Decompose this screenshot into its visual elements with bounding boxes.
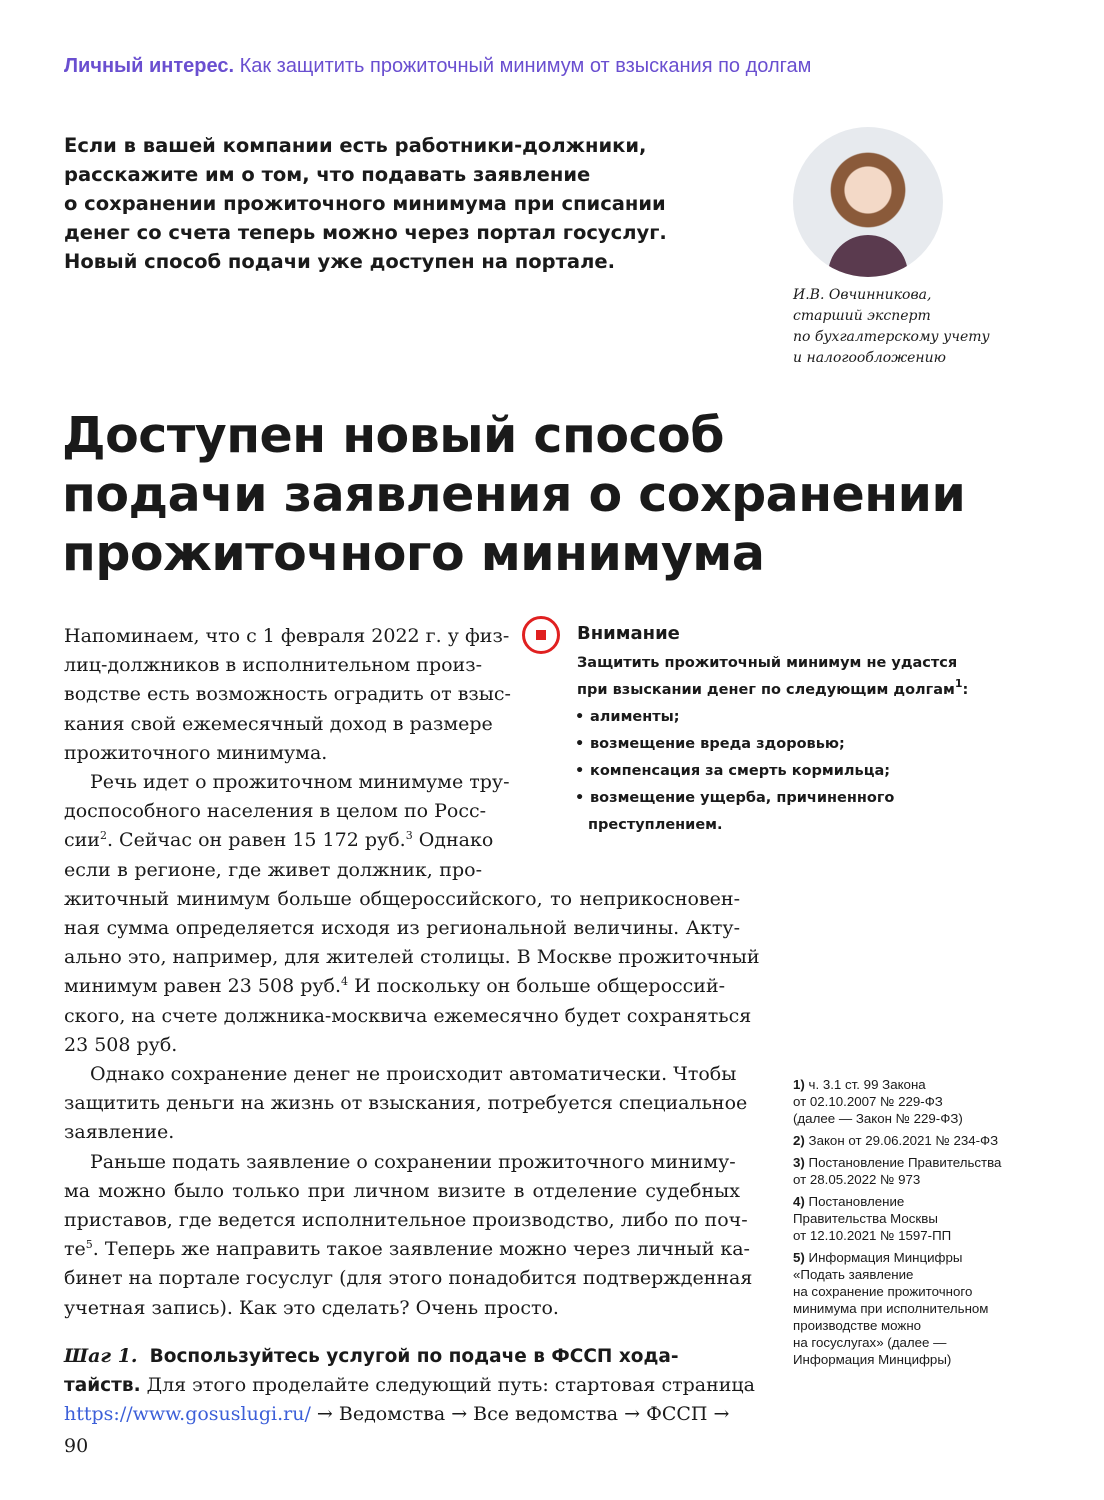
- body-line: [64, 1371, 755, 1400]
- author-caption-line: И.В. Овчинникова,: [793, 287, 932, 303]
- lead-line: расскажите им о том, что подавать заявление: [64, 163, 591, 186]
- body-text: Однако: [412, 829, 494, 852]
- article-body: [64, 622, 760, 1429]
- page-number: 90: [64, 1435, 89, 1457]
- body-text: → Ведомства → Все ведомства → ФССП →: [310, 1403, 730, 1426]
- step-heading: тайств.: [64, 1375, 141, 1397]
- body-line: прожиточного минимума.: [64, 741, 328, 764]
- lead-line: денег со счета теперь можно через портал госуслуг.: [64, 221, 667, 244]
- article-title: [62, 406, 965, 583]
- lead-line: Если в вашей компании есть работники-должники,: [64, 134, 647, 157]
- title-line: прожиточного минимума: [62, 525, 765, 582]
- note-intro-punct: :: [962, 682, 969, 698]
- body-text: сии: [64, 829, 100, 852]
- body-line: ально это, например, для жителей столицы. В Москве прожиточный: [64, 946, 760, 969]
- footnote-number: 3): [793, 1155, 805, 1170]
- body-line: житочный минимум больше общероссийского, то неприкосновен-: [64, 887, 740, 910]
- lead-line: Новый способ подачи уже доступен на портале.: [64, 250, 615, 273]
- author-caption-line: по бухгалтерскому учету: [793, 329, 990, 345]
- note-list-item-continuation: преступлением.: [588, 817, 723, 833]
- footnote-number: 4): [793, 1194, 805, 1209]
- body-line: 23 508 руб.: [64, 1033, 178, 1056]
- body-text: те: [64, 1238, 86, 1261]
- body-line: кания свой ежемесячный доход в размере: [64, 712, 493, 735]
- note-list-item: • возмещение ущерба, причиненного: [577, 785, 968, 812]
- note-title: Внимание: [577, 623, 680, 644]
- footnote-text: Закон от 29.06.2021 № 234-ФЗ: [808, 1133, 999, 1148]
- footnote-4: [793, 1193, 1023, 1244]
- header-title: Как защитить прожиточный минимум от взыскания по долгам: [239, 55, 812, 77]
- step-heading: Воспользуйтесь услугой по подаче в ФССП хода-: [149, 1345, 679, 1367]
- note-list-item: • возмещение вреда здоровью;: [577, 731, 968, 758]
- body-line: Раньше подать заявление о сохранении прожиточного миниму-: [90, 1150, 736, 1173]
- paragraph-1: [64, 622, 755, 768]
- footnote-text: на сохранение прожиточного: [793, 1284, 973, 1299]
- paragraph-3: [64, 1060, 755, 1148]
- body-line: если в регионе, где живет должник, про-: [64, 858, 482, 881]
- body-line: [64, 1235, 755, 1264]
- footnote-ref: 5: [85, 1238, 93, 1252]
- body-line: ма можно было только при личном визите в отделение судебных: [64, 1179, 740, 1202]
- header-section: Личный интерес.: [64, 55, 234, 77]
- footnote-text: ч. 3.1 ст. 99 Закона: [808, 1077, 926, 1092]
- body-line: ского, на счете должника-москвича ежемесячно будет сохраняться: [64, 1004, 752, 1027]
- running-header: [64, 55, 811, 78]
- body-text: . Сейчас он равен 15 172 руб.: [106, 829, 406, 852]
- gosuslugi-link[interactable]: https://www.gosuslugi.ru/: [64, 1403, 311, 1426]
- body-line: заявление.: [64, 1121, 175, 1144]
- title-line: подачи заявления о сохранении: [62, 466, 966, 523]
- footnote-text: на госуслугах» (далее —: [793, 1335, 947, 1350]
- step-label: Шаг 1.: [64, 1344, 138, 1367]
- title-line: Доступен новый способ: [62, 407, 724, 464]
- body-text: минимум равен 23 508 руб.: [64, 975, 342, 998]
- body-line: [64, 826, 755, 855]
- author-caption-line: старший эксперт: [793, 308, 931, 324]
- footnote-1: [793, 1076, 1023, 1127]
- body-text: Для этого проделайте следующий путь: стартовая страница: [140, 1374, 755, 1397]
- note-list-item: • компенсация за смерть кормильца;: [577, 758, 968, 785]
- footnote-ref: 3: [405, 829, 413, 843]
- footnote-ref: 2: [99, 829, 107, 843]
- body-line: Однако сохранение денег не происходит автоматически. Чтобы: [90, 1063, 737, 1086]
- footnote-text: Информация Минцифры): [793, 1352, 952, 1367]
- body-line: защитить деньги на жизнь от взыскания, потребуется специальное: [64, 1092, 748, 1115]
- body-line: ная сумма определяется исходя из региональной величины. Акту-: [64, 917, 740, 940]
- body-line: водстве есть возможность оградить от взыс-: [64, 683, 511, 706]
- body-line: доспособного населения в целом по Росс-: [64, 800, 487, 823]
- footnote-text: от 28.05.2022 № 973: [793, 1172, 921, 1187]
- footnotes: [793, 1076, 1023, 1373]
- body-line: [64, 972, 755, 1001]
- author-photo: [793, 127, 943, 277]
- body-line: Речь идет о прожиточном минимуме тру-: [90, 771, 510, 794]
- footnote-5: [793, 1249, 1023, 1368]
- lead-line: о сохранении прожиточного минимума при списании: [64, 192, 666, 215]
- footnote-text: минимума при исполнительном: [793, 1301, 989, 1316]
- footnote-number: 2): [793, 1133, 805, 1148]
- footnote-2: [793, 1132, 1023, 1149]
- footnote-text: производстве можно: [793, 1318, 922, 1333]
- author-caption-line: и налогообложению: [793, 350, 946, 366]
- paragraph-4: [64, 1148, 755, 1323]
- footnote-text: (далее — Закон № 229-ФЗ): [793, 1111, 963, 1126]
- footnote-text: Постановление: [808, 1194, 905, 1209]
- footnote-ref: 1: [954, 677, 963, 690]
- footnote-text: Постановление Правительства: [808, 1155, 1002, 1170]
- body-text: . Теперь же направить такое заявление можно через личный ка-: [92, 1238, 750, 1261]
- author-caption: [793, 285, 1023, 369]
- footnote-text: Информация Минцифры: [808, 1250, 963, 1265]
- footnote-ref: 4: [341, 975, 349, 989]
- footnote-number: 5): [793, 1250, 805, 1265]
- author-photo-shoulders: [828, 235, 908, 277]
- note-intro-line: Защитить прожиточный минимум не удастся: [577, 655, 958, 671]
- footnote-text: от 12.10.2021 № 1597-ПП: [793, 1228, 952, 1243]
- footnote-text: от 02.10.2007 № 229-ФЗ: [793, 1094, 943, 1109]
- body-text: И поскольку он больше общероссий-: [348, 975, 726, 998]
- footnote-3: [793, 1154, 1023, 1188]
- body-line: бинет на портале госуслуг (для этого понадобится подтвержденная: [64, 1267, 753, 1290]
- step-1: [64, 1342, 755, 1430]
- paragraph-2: [64, 768, 760, 1060]
- body-line: [64, 1342, 755, 1371]
- note-list-item: • алименты;: [577, 704, 968, 731]
- footnote-text: «Подать заявление: [793, 1267, 914, 1282]
- lead-paragraph: [64, 131, 744, 276]
- body-line: [64, 1400, 755, 1429]
- body-line: приставов, где ведется исполнительное производство, либо по поч-: [64, 1209, 748, 1232]
- footnote-number: 1): [793, 1077, 805, 1092]
- body-line: Напоминаем, что с 1 февраля 2022 г. у физ-: [64, 625, 510, 647]
- body-line: лиц-должников в исполнительном произ-: [64, 654, 482, 677]
- body-line: учетная запись). Как это сделать? Очень просто.: [64, 1296, 559, 1319]
- footnote-text: Правительства Москвы: [793, 1211, 938, 1226]
- note-intro-text: при взыскании денег по следующим долгам: [577, 682, 955, 698]
